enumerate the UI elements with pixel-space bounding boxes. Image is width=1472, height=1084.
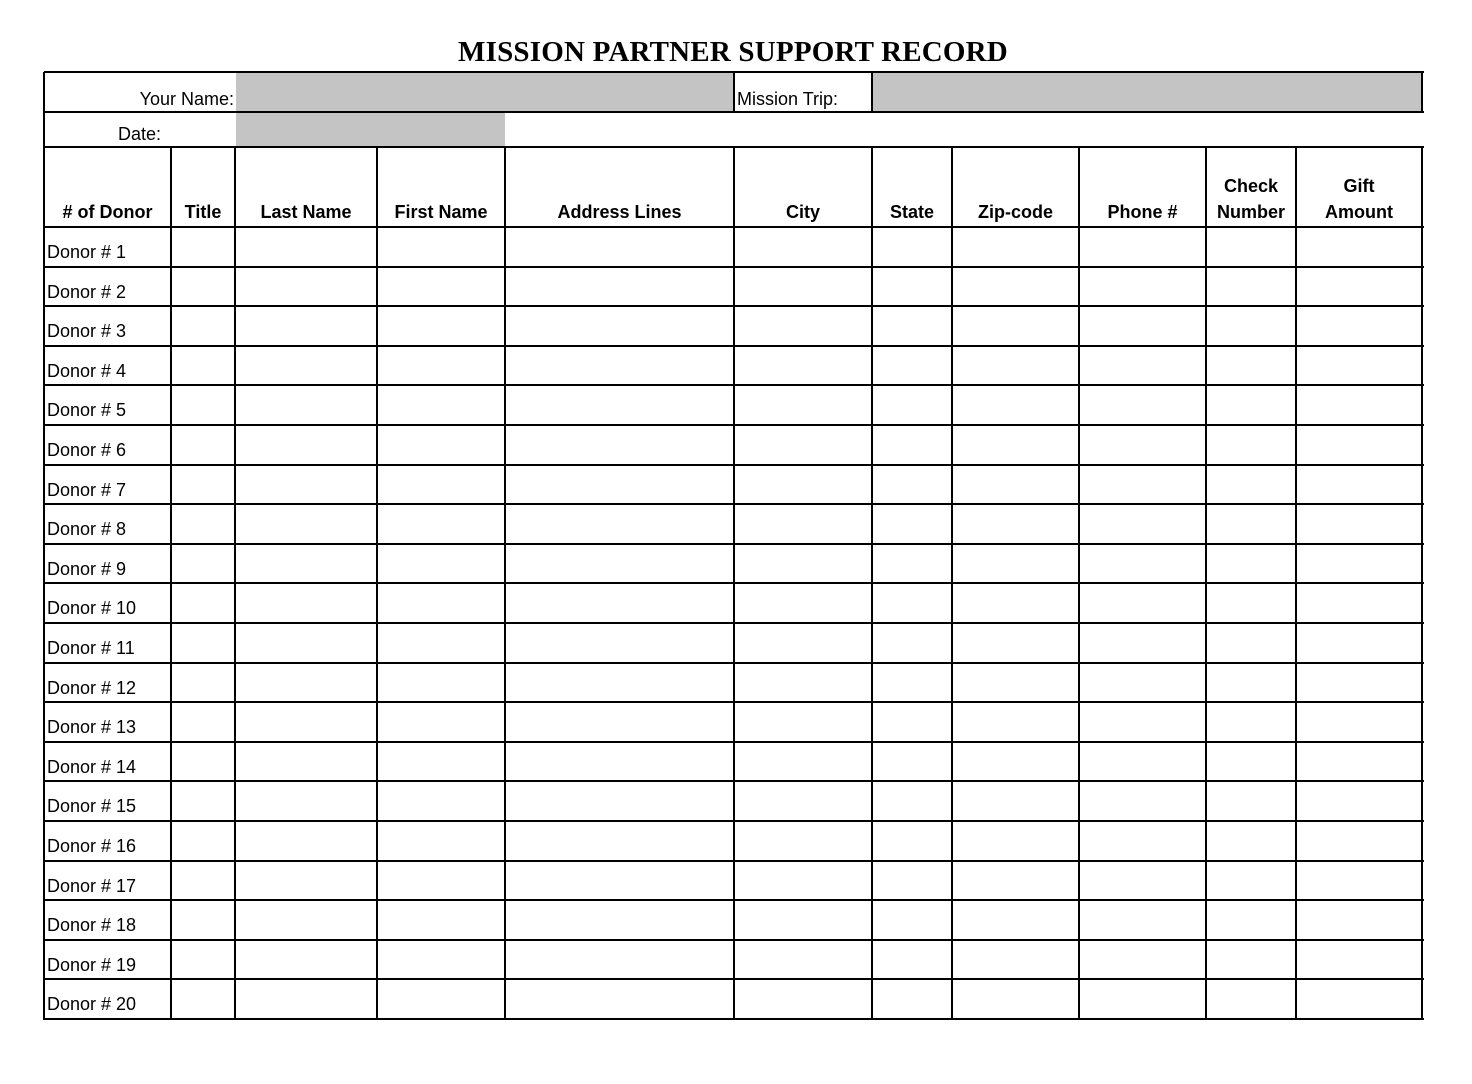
- cell-gift[interactable]: [1297, 624, 1421, 662]
- cell-first_name[interactable]: [378, 545, 504, 583]
- cell-title[interactable]: [172, 228, 234, 266]
- cell-last_name[interactable]: [236, 545, 376, 583]
- trip-label-divider: [871, 72, 873, 113]
- cell-last_name[interactable]: [236, 980, 376, 1018]
- cell-phone[interactable]: [1080, 584, 1205, 622]
- cell-address[interactable]: [506, 505, 733, 543]
- cell-phone[interactable]: [1080, 426, 1205, 464]
- cell-last_name[interactable]: [236, 782, 376, 820]
- cell-gift[interactable]: [1297, 505, 1421, 543]
- cell-city[interactable]: [735, 862, 871, 900]
- donor-row-label: Donor # 5: [47, 400, 127, 420]
- cell-check[interactable]: [1207, 664, 1295, 702]
- cell-city[interactable]: [735, 822, 871, 860]
- cell-city[interactable]: [735, 268, 871, 306]
- donor-row-label: Donor # 14: [47, 757, 137, 777]
- cell-first_name[interactable]: [378, 822, 504, 860]
- cell-check[interactable]: [1207, 347, 1295, 385]
- cell-zip[interactable]: [953, 941, 1078, 979]
- cell-gift[interactable]: [1297, 901, 1421, 939]
- cell-first_name[interactable]: [378, 268, 504, 306]
- cell-state[interactable]: [873, 743, 951, 781]
- cell-title[interactable]: [172, 307, 234, 345]
- cell-address[interactable]: [506, 941, 733, 979]
- cell-last_name[interactable]: [236, 426, 376, 464]
- cell-last_name[interactable]: [236, 584, 376, 622]
- cell-address[interactable]: [506, 466, 733, 504]
- cell-title[interactable]: [172, 941, 234, 979]
- cell-last_name[interactable]: [236, 307, 376, 345]
- cell-phone[interactable]: [1080, 822, 1205, 860]
- cell-zip[interactable]: [953, 347, 1078, 385]
- cell-address[interactable]: [506, 268, 733, 306]
- cell-title[interactable]: [172, 664, 234, 702]
- cell-phone[interactable]: [1080, 228, 1205, 266]
- cell-first_name[interactable]: [378, 466, 504, 504]
- cell-title[interactable]: [172, 980, 234, 1018]
- cell-city[interactable]: [735, 624, 871, 662]
- donor-row-label: Donor # 20: [47, 994, 137, 1014]
- cell-last_name[interactable]: [236, 941, 376, 979]
- donor-row-label: Donor # 18: [47, 915, 137, 935]
- cell-first_name[interactable]: [378, 505, 504, 543]
- cell-phone[interactable]: [1080, 901, 1205, 939]
- cell-gift[interactable]: [1297, 703, 1421, 741]
- donor-row-label: Donor # 2: [47, 282, 127, 302]
- column-header-text: Check: [1223, 176, 1279, 196]
- cell-zip[interactable]: [953, 703, 1078, 741]
- cell-state[interactable]: [873, 624, 951, 662]
- cell-title[interactable]: [172, 505, 234, 543]
- your-name-label: Your Name:: [139, 89, 234, 109]
- cell-gift[interactable]: [1297, 584, 1421, 622]
- cell-gift[interactable]: [1297, 347, 1421, 385]
- cell-city[interactable]: [735, 545, 871, 583]
- cell-address[interactable]: [506, 980, 733, 1018]
- column-header-address: [505, 147, 734, 227]
- cell-title[interactable]: [172, 901, 234, 939]
- cell-zip[interactable]: [953, 228, 1078, 266]
- cell-phone[interactable]: [1080, 980, 1205, 1018]
- cell-gift[interactable]: [1297, 782, 1421, 820]
- cell-city[interactable]: [735, 941, 871, 979]
- cell-phone[interactable]: [1080, 624, 1205, 662]
- cell-first_name[interactable]: [378, 980, 504, 1018]
- column-header-text: First Name: [394, 202, 488, 222]
- cell-last_name[interactable]: [236, 386, 376, 424]
- cell-gift[interactable]: [1297, 268, 1421, 306]
- cell-check[interactable]: [1207, 426, 1295, 464]
- cell-zip[interactable]: [953, 426, 1078, 464]
- cell-title[interactable]: [172, 347, 234, 385]
- cell-state[interactable]: [873, 386, 951, 424]
- cell-state[interactable]: [873, 862, 951, 900]
- cell-first_name[interactable]: [378, 782, 504, 820]
- cell-zip[interactable]: [953, 743, 1078, 781]
- mission-trip-input[interactable]: [873, 73, 1422, 112]
- cell-gift[interactable]: [1297, 822, 1421, 860]
- cell-first_name[interactable]: [378, 703, 504, 741]
- cell-last_name[interactable]: [236, 505, 376, 543]
- cell-city[interactable]: [735, 584, 871, 622]
- row-divider: [44, 1018, 1424, 1020]
- cell-check[interactable]: [1207, 466, 1295, 504]
- cell-state[interactable]: [873, 941, 951, 979]
- column-header-text: Amount: [1325, 202, 1393, 222]
- cell-last_name[interactable]: [236, 228, 376, 266]
- cell-first_name[interactable]: [378, 584, 504, 622]
- donor-row-label: Donor # 4: [47, 361, 127, 381]
- cell-state[interactable]: [873, 466, 951, 504]
- donor-row-label: Donor # 1: [47, 242, 127, 262]
- cell-title[interactable]: [172, 386, 234, 424]
- cell-last_name[interactable]: [236, 268, 376, 306]
- cell-first_name[interactable]: [378, 347, 504, 385]
- cell-address[interactable]: [506, 307, 733, 345]
- column-header-text: Gift: [1343, 176, 1375, 196]
- cell-check[interactable]: [1207, 862, 1295, 900]
- cell-title[interactable]: [172, 782, 234, 820]
- cell-title[interactable]: [172, 822, 234, 860]
- cell-state[interactable]: [873, 228, 951, 266]
- column-header-text: Last Name: [260, 202, 352, 222]
- cell-last_name[interactable]: [236, 822, 376, 860]
- cell-address[interactable]: [506, 703, 733, 741]
- cell-zip[interactable]: [953, 901, 1078, 939]
- cell-address[interactable]: [506, 228, 733, 266]
- cell-check[interactable]: [1207, 743, 1295, 781]
- column-header-text: Zip-code: [978, 202, 1053, 222]
- cell-gift[interactable]: [1297, 466, 1421, 504]
- column-header-title: [171, 147, 235, 227]
- cell-city[interactable]: [735, 703, 871, 741]
- cell-check[interactable]: [1207, 386, 1295, 424]
- cell-check[interactable]: [1207, 822, 1295, 860]
- cell-phone[interactable]: [1080, 862, 1205, 900]
- cell-city[interactable]: [735, 901, 871, 939]
- cell-check[interactable]: [1207, 980, 1295, 1018]
- cell-first_name[interactable]: [378, 307, 504, 345]
- column-header-state: [872, 147, 952, 227]
- cell-zip[interactable]: [953, 584, 1078, 622]
- cell-address[interactable]: [506, 782, 733, 820]
- cell-state[interactable]: [873, 703, 951, 741]
- cell-check[interactable]: [1207, 901, 1295, 939]
- cell-check[interactable]: [1207, 307, 1295, 345]
- cell-last_name[interactable]: [236, 347, 376, 385]
- form-right-border-top: [1421, 72, 1423, 113]
- cell-address[interactable]: [506, 347, 733, 385]
- donor-row-label: Donor # 15: [47, 796, 137, 816]
- column-header-text: Title: [184, 202, 222, 222]
- cell-last_name[interactable]: [236, 703, 376, 741]
- cell-title[interactable]: [172, 545, 234, 583]
- column-header-text: Address Lines: [557, 202, 682, 222]
- column-header-first_name: [377, 147, 505, 227]
- column-header-check: [1206, 147, 1296, 227]
- donor-row-label: Donor # 3: [47, 321, 127, 341]
- cell-city[interactable]: [735, 426, 871, 464]
- cell-check[interactable]: [1207, 268, 1295, 306]
- cell-first_name[interactable]: [378, 901, 504, 939]
- cell-check[interactable]: [1207, 941, 1295, 979]
- cell-zip[interactable]: [953, 664, 1078, 702]
- cell-city[interactable]: [735, 664, 871, 702]
- cell-first_name[interactable]: [378, 624, 504, 662]
- cell-city[interactable]: [735, 347, 871, 385]
- cell-zip[interactable]: [953, 505, 1078, 543]
- cell-title[interactable]: [172, 584, 234, 622]
- date-input[interactable]: [236, 113, 505, 147]
- cell-phone[interactable]: [1080, 545, 1205, 583]
- cell-phone[interactable]: [1080, 941, 1205, 979]
- cell-first_name[interactable]: [378, 426, 504, 464]
- cell-title[interactable]: [172, 268, 234, 306]
- cell-gift[interactable]: [1297, 228, 1421, 266]
- cell-gift[interactable]: [1297, 386, 1421, 424]
- cell-address[interactable]: [506, 901, 733, 939]
- donor-row-label: Donor # 12: [47, 678, 137, 698]
- cell-phone[interactable]: [1080, 386, 1205, 424]
- cell-zip[interactable]: [953, 624, 1078, 662]
- cell-gift[interactable]: [1297, 307, 1421, 345]
- cell-check[interactable]: [1207, 782, 1295, 820]
- cell-first_name[interactable]: [378, 862, 504, 900]
- cell-first_name[interactable]: [378, 228, 504, 266]
- cell-phone[interactable]: [1080, 664, 1205, 702]
- cell-city[interactable]: [735, 466, 871, 504]
- donor-row-label: Donor # 7: [47, 480, 127, 500]
- your-name-input[interactable]: [236, 73, 734, 112]
- cell-zip[interactable]: [953, 386, 1078, 424]
- cell-phone[interactable]: [1080, 268, 1205, 306]
- column-header-text: State: [889, 202, 934, 222]
- cell-last_name[interactable]: [236, 901, 376, 939]
- cell-zip[interactable]: [953, 980, 1078, 1018]
- donor-row-label: Donor # 10: [47, 598, 137, 618]
- cell-address[interactable]: [506, 545, 733, 583]
- cell-city[interactable]: [735, 743, 871, 781]
- cell-title[interactable]: [172, 703, 234, 741]
- cell-city[interactable]: [735, 980, 871, 1018]
- cell-state[interactable]: [873, 545, 951, 583]
- donor-row-label: Donor # 19: [47, 955, 137, 975]
- cell-gift[interactable]: [1297, 862, 1421, 900]
- cell-phone[interactable]: [1080, 505, 1205, 543]
- cell-last_name[interactable]: [236, 743, 376, 781]
- column-header-text: Phone #: [1107, 202, 1178, 222]
- cell-phone[interactable]: [1080, 347, 1205, 385]
- column-header-phone: [1079, 147, 1206, 227]
- cell-check[interactable]: [1207, 545, 1295, 583]
- cell-phone[interactable]: [1080, 782, 1205, 820]
- cell-city[interactable]: [735, 782, 871, 820]
- cell-check[interactable]: [1207, 584, 1295, 622]
- cell-zip[interactable]: [953, 862, 1078, 900]
- cell-title[interactable]: [172, 624, 234, 662]
- cell-gift[interactable]: [1297, 664, 1421, 702]
- column-header-city: [734, 147, 872, 227]
- cell-zip[interactable]: [953, 307, 1078, 345]
- cell-state[interactable]: [873, 505, 951, 543]
- mission-trip-label: Mission Trip:: [737, 89, 839, 109]
- donor-row-label: Donor # 17: [47, 876, 137, 896]
- donor-row-label: Donor # 6: [47, 440, 127, 460]
- cell-address[interactable]: [506, 386, 733, 424]
- cell-address[interactable]: [506, 664, 733, 702]
- cell-address[interactable]: [506, 743, 733, 781]
- cell-zip[interactable]: [953, 466, 1078, 504]
- cell-gift[interactable]: [1297, 980, 1421, 1018]
- column-header-last_name: [235, 147, 377, 227]
- cell-address[interactable]: [506, 822, 733, 860]
- cell-state[interactable]: [873, 426, 951, 464]
- cell-state[interactable]: [873, 268, 951, 306]
- cell-state[interactable]: [873, 664, 951, 702]
- cell-gift[interactable]: [1297, 743, 1421, 781]
- donor-row-label: Donor # 16: [47, 836, 137, 856]
- cell-check[interactable]: [1207, 703, 1295, 741]
- cell-check[interactable]: [1207, 228, 1295, 266]
- cell-phone[interactable]: [1080, 703, 1205, 741]
- cell-state[interactable]: [873, 901, 951, 939]
- cell-zip[interactable]: [953, 268, 1078, 306]
- cell-title[interactable]: [172, 426, 234, 464]
- cell-city[interactable]: [735, 228, 871, 266]
- column-header-donor: [44, 147, 171, 227]
- cell-phone[interactable]: [1080, 307, 1205, 345]
- cell-first_name[interactable]: [378, 941, 504, 979]
- name-trip-divider: [733, 72, 735, 113]
- cell-last_name[interactable]: [236, 862, 376, 900]
- cell-gift[interactable]: [1297, 941, 1421, 979]
- cell-title[interactable]: [172, 743, 234, 781]
- cell-address[interactable]: [506, 584, 733, 622]
- cell-gift[interactable]: [1297, 545, 1421, 583]
- cell-state[interactable]: [873, 782, 951, 820]
- cell-check[interactable]: [1207, 505, 1295, 543]
- column-header-text: # of Donor: [62, 202, 153, 222]
- cell-check[interactable]: [1207, 624, 1295, 662]
- cell-last_name[interactable]: [236, 466, 376, 504]
- cell-phone[interactable]: [1080, 743, 1205, 781]
- cell-zip[interactable]: [953, 545, 1078, 583]
- column-header-text: Number: [1216, 202, 1285, 222]
- cell-state[interactable]: [873, 347, 951, 385]
- cell-zip[interactable]: [953, 782, 1078, 820]
- cell-address[interactable]: [506, 862, 733, 900]
- cell-address[interactable]: [506, 624, 733, 662]
- cell-state[interactable]: [873, 584, 951, 622]
- cell-gift[interactable]: [1297, 426, 1421, 464]
- donor-row-label: Donor # 13: [47, 717, 137, 737]
- column-header-text: City: [785, 202, 820, 222]
- cell-city[interactable]: [735, 505, 871, 543]
- cell-last_name[interactable]: [236, 664, 376, 702]
- cell-first_name[interactable]: [378, 664, 504, 702]
- cell-last_name[interactable]: [236, 624, 376, 662]
- page-title: MISSION PARTNER SUPPORT RECORD: [458, 36, 1008, 68]
- cell-state[interactable]: [873, 307, 951, 345]
- cell-first_name[interactable]: [378, 743, 504, 781]
- donor-row-label: Donor # 8: [47, 519, 127, 539]
- column-header-gift: [1296, 147, 1422, 227]
- cell-zip[interactable]: [953, 822, 1078, 860]
- cell-city[interactable]: [735, 386, 871, 424]
- column-header-zip: [952, 147, 1079, 227]
- donor-row-label: Donor # 11: [47, 638, 135, 658]
- donor-row-label: Donor # 9: [47, 559, 127, 579]
- cell-city[interactable]: [735, 307, 871, 345]
- cell-address[interactable]: [506, 426, 733, 464]
- cell-state[interactable]: [873, 980, 951, 1018]
- cell-phone[interactable]: [1080, 466, 1205, 504]
- cell-state[interactable]: [873, 822, 951, 860]
- cell-first_name[interactable]: [378, 386, 504, 424]
- cell-title[interactable]: [172, 862, 234, 900]
- date-label: Date:: [118, 124, 162, 144]
- cell-title[interactable]: [172, 466, 234, 504]
